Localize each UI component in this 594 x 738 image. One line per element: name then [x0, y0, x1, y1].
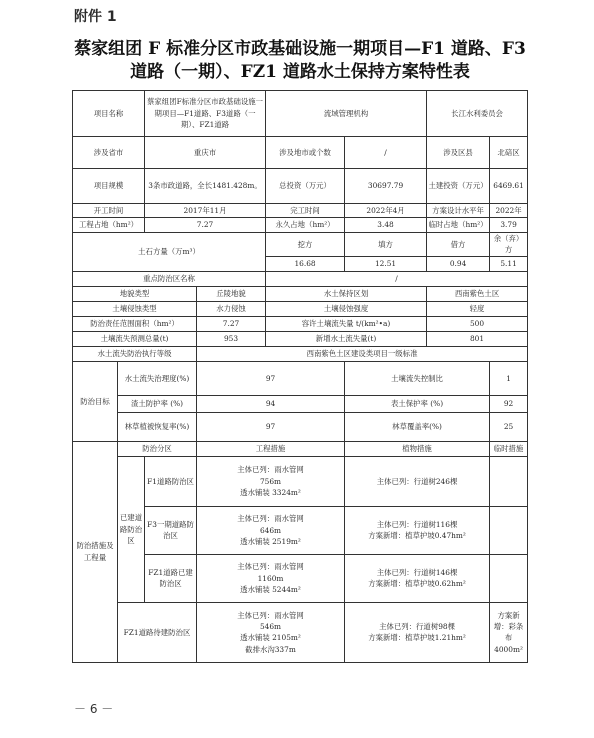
cell-value: 水力侵蚀	[197, 301, 266, 316]
cell-label: 土壤侵蚀类型	[73, 301, 197, 316]
cell-label: 地貌类型	[73, 286, 197, 301]
cell-label: 水土流失治理度(%)	[118, 361, 197, 395]
built-zone-label: 已建道路防治区	[118, 456, 145, 602]
cell-label: 涉及省市	[73, 137, 145, 169]
temporary-measures	[490, 602, 528, 662]
cell-value: 3.79	[490, 218, 528, 233]
zone-name: F3一期道路防治区	[145, 506, 197, 554]
cell-value: 7.27	[197, 316, 266, 331]
cell-label: 土建投资（万元）	[427, 169, 490, 204]
measures-label: 防治措施及工程量	[73, 441, 118, 662]
row-provinces	[73, 137, 528, 169]
cell-label: 完工时间	[266, 204, 345, 218]
cell-label: 水土保持区划	[266, 286, 427, 301]
row-standard	[73, 346, 528, 361]
cell-label: 土石方量（万m³）	[73, 233, 266, 272]
cell-value: 500	[427, 316, 528, 331]
measure-line: 主体已列：行道树246棵	[376, 476, 458, 486]
measure-line: 主体已列：行道树98棵	[379, 621, 455, 631]
row-target-2	[73, 395, 528, 412]
row-scale	[73, 169, 528, 204]
measure-line: 主体已列：雨水管网	[237, 465, 304, 475]
plant-measures	[345, 506, 490, 554]
cell-value: 2017年11月	[145, 204, 266, 218]
measure-line: 截排水沟337m	[245, 644, 296, 654]
row-land-use	[73, 218, 528, 233]
measure-line: 主体已列：行道树116棵	[376, 519, 458, 529]
cell-label: 永久占地（hm²）	[266, 218, 345, 233]
cell-value: 北碚区	[490, 137, 528, 169]
cell-value: /	[345, 137, 427, 169]
temporary-measures	[490, 506, 528, 554]
plant-measures	[345, 554, 490, 602]
zone-name: FZ1道路待建防治区	[118, 602, 197, 662]
row-key-area	[73, 271, 528, 286]
cell-label: 总投资（万元）	[266, 169, 345, 204]
cell-value: 0.94	[427, 256, 490, 271]
column-header: 植物措施	[345, 441, 490, 456]
cell-value: 2022年	[490, 204, 528, 218]
cell-value: 6469.61	[490, 169, 528, 204]
cell-label: 表土保护率 (%)	[345, 395, 490, 412]
measure-line: 方案新增：植草护坡0.62hm²	[368, 579, 466, 589]
row-schedule	[73, 204, 528, 218]
row-project-name	[73, 91, 528, 137]
row-landform	[73, 286, 528, 301]
cell-value: 蔡家组团F标准分区市政基础设施一期项目—F1道路、F3道路（一期）、FZ1道路	[145, 91, 266, 137]
cell-value: 长江水利委员会	[427, 91, 528, 137]
measure-line: 756m	[259, 476, 282, 486]
cell-value: 西南紫色土区建设类项目一级标准	[197, 346, 528, 361]
measure-line: 546m	[259, 621, 282, 631]
row-measures-header	[73, 441, 528, 456]
cell-label: 土壤流失预测总量(t)	[73, 331, 197, 346]
cell-label: 填方	[345, 233, 427, 257]
cell-value: 92	[490, 395, 528, 412]
cell-label: 重点防治区名称	[73, 271, 266, 286]
engineering-measures	[197, 456, 345, 506]
measure-line: 透水铺装 2105m²	[240, 633, 301, 643]
cell-value: 953	[197, 331, 266, 346]
row-erosion-type	[73, 301, 528, 316]
zone-name: FZ1道路已建防治区	[145, 554, 197, 602]
row-earthwork-heads	[73, 233, 528, 257]
cell-value: 5.11	[490, 256, 528, 271]
measure-line: 主体已列：雨水管网	[237, 610, 304, 620]
page-number: － 6 －	[74, 702, 114, 716]
cell-value: 2022年4月	[345, 204, 427, 218]
cell-label: 新增水土流失量(t)	[266, 331, 427, 346]
targets-label: 防治目标	[73, 361, 118, 441]
cell-value: 12.51	[345, 256, 427, 271]
measure-line: 透水铺装 5244m²	[240, 585, 301, 595]
row-zone-fz1-pending	[73, 602, 528, 662]
row-responsibility-area	[73, 316, 528, 331]
measure-line: 方案新增：植草护坡0.47hm²	[368, 531, 466, 541]
cell-label: 项目规模	[73, 169, 145, 204]
cell-value: 97	[197, 412, 345, 441]
column-header: 工程措施	[197, 441, 345, 456]
plant-measures	[345, 456, 490, 506]
cell-label: 容许土壤流失量 t/(km²•a)	[266, 316, 427, 331]
attachment-label: 附件 1	[74, 9, 117, 25]
measure-line: 透水铺装 2519m²	[240, 537, 301, 547]
cell-label: 借方	[427, 233, 490, 257]
cell-label: 水土流失防治执行等级	[73, 346, 197, 361]
cell-label: 方案设计水平年	[427, 204, 490, 218]
cell-value: 3.48	[345, 218, 427, 233]
cell-label: 防治责任范围面积（hm²）	[73, 316, 197, 331]
cell-value: 重庆市	[145, 137, 266, 169]
cell-value: /	[266, 271, 528, 286]
measure-line: 主体已列：雨水管网	[237, 562, 304, 572]
column-header: 防治分区	[118, 441, 197, 456]
cell-value: 丘陵地貌	[197, 286, 266, 301]
cell-label: 渣土防护率 (%)	[118, 395, 197, 412]
cell-label: 项目名称	[73, 91, 145, 137]
cell-value: 1	[490, 361, 528, 395]
cell-value: 轻度	[427, 301, 528, 316]
column-header: 临时措施	[490, 441, 528, 456]
characteristics-table	[72, 90, 528, 663]
cell-label: 涉及地市或个数	[266, 137, 345, 169]
measure-line: 1160m	[257, 573, 284, 583]
row-soil-loss	[73, 331, 528, 346]
measure-line: 方案新增：彩条布	[493, 610, 524, 643]
cell-label: 涉及区县	[427, 137, 490, 169]
cell-label: 挖方	[266, 233, 345, 257]
cell-value: 25	[490, 412, 528, 441]
cell-label: 开工时间	[73, 204, 145, 218]
temporary-measures	[490, 554, 528, 602]
cell-value: 7.27	[145, 218, 266, 233]
cell-value: 801	[427, 331, 528, 346]
document-title-line-1: 蔡家组团 F 标准分区市政基础设施一期项目—F1 道路、F3	[74, 39, 526, 59]
cell-value: 94	[197, 395, 345, 412]
row-zone-f1	[73, 456, 528, 506]
row-target-3	[73, 412, 528, 441]
cell-label: 工程占地（hm²）	[73, 218, 145, 233]
cell-label: 林草覆盖率(%)	[345, 412, 490, 441]
measure-line: 方案新增：植草护坡1.21hm²	[368, 633, 466, 643]
temporary-measures	[490, 456, 528, 506]
engineering-measures	[197, 602, 345, 662]
measure-line: 主体已列：行道树146棵	[376, 567, 458, 577]
cell-value: 西南紫色土区	[427, 286, 528, 301]
measure-line: 646m	[259, 525, 282, 535]
measure-line: 透水铺装 3324m²	[240, 488, 301, 498]
cell-label: 流域管理机构	[266, 91, 427, 137]
row-target-1	[73, 361, 528, 395]
cell-label: 余（弃）方	[490, 233, 528, 257]
engineering-measures	[197, 554, 345, 602]
cell-label: 土壤侵蚀强度	[266, 301, 427, 316]
cell-label: 林草植被恢复率(%)	[118, 412, 197, 441]
zone-name: F1道路防治区	[145, 456, 197, 506]
measure-line: 4000m²	[494, 644, 523, 654]
cell-label: 土壤流失控制比	[345, 361, 490, 395]
engineering-measures	[197, 506, 345, 554]
cell-value: 30697.79	[345, 169, 427, 204]
cell-value: 16.68	[266, 256, 345, 271]
cell-value: 97	[197, 361, 345, 395]
plant-measures	[345, 602, 490, 662]
cell-label: 临时占地（hm²）	[427, 218, 490, 233]
cell-value: 3条市政道路，全长1481.428m。	[145, 169, 266, 204]
document-title-line-2: 道路（一期）、FZ1 道路水土保持方案特性表	[130, 62, 470, 82]
measure-line: 主体已列：雨水管网	[237, 514, 304, 524]
